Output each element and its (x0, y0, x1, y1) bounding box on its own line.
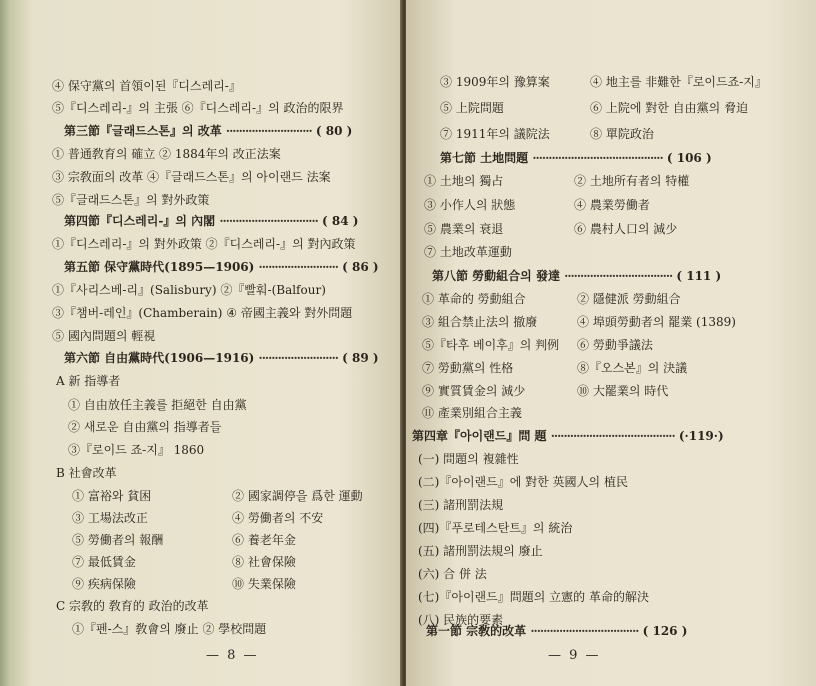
list-item: ⑤『타후 베이후』의 判例 (422, 338, 560, 352)
toc-line: ① 普通敎育의 確立 ② 1884年의 改正法案 (52, 147, 281, 161)
list-item: ⑧ 社會保險 (232, 555, 296, 569)
section-page-ref: ( 126 ) (642, 624, 688, 638)
list-item: ⑪ 產業別組合主義 (422, 406, 522, 420)
list-item: ⑥ 養老年金 (232, 533, 296, 547)
list-item: ⑨ 實質賃金의 減少 (422, 384, 526, 398)
list-item: ② 土地所有者의 特權 (574, 174, 690, 188)
list-item: ⑥ 勞動爭議法 (577, 338, 653, 352)
list-item: ⑥ 農村人口의 減少 (574, 222, 678, 236)
list-item: ① 土地의 獨占 (424, 174, 504, 188)
toc-line: ② 새로운 自由黨의 指導者들 (68, 420, 222, 434)
section-heading (426, 623, 687, 639)
list-item: ⑦ 最低賃金 (72, 555, 136, 569)
page-number: — 9 — (548, 648, 601, 663)
toc-line: ①『사리스베-리』(Salisbury) ②『빨훠-(Balfour) (52, 283, 326, 297)
section-title: 第四節『디스레리-』의 內閣 (64, 214, 216, 228)
list-item: (七)『아이랜드』問題의 立憲的 革命的解決 (418, 590, 649, 604)
list-item: (二)『아이랜드』에 對한 英國人의 植民 (418, 475, 628, 489)
section-page-ref: ( 80 ) (315, 124, 353, 138)
list-item: ⑤ 勞働者의 報酬 (72, 533, 164, 547)
subheading: B 社會改革 (56, 466, 117, 480)
section-page-ref: ( 111 ) (676, 269, 722, 283)
toc-line: ① 自由放任主義를 拒絕한 自由黨 (68, 398, 247, 412)
toc-line: ⑤『디스레리-』의 主張 ⑥『디스레리-』의 政治的限界 (52, 101, 344, 115)
section-heading (64, 350, 379, 366)
section-title: 第三節『글래드스톤』의 改革 (64, 124, 222, 138)
list-item: ④ 埠頭勞動者의 罷業 (1389) (577, 315, 736, 329)
list-item: ② 國家調停을 爲한 運動 (232, 489, 363, 503)
dot-leaders: ··························· (225, 124, 312, 138)
section-heading (64, 213, 358, 229)
right-page (406, 0, 816, 686)
section-page-ref: ( 84 ) (322, 214, 359, 228)
list-item: (三) 諸刑罰法規 (418, 498, 504, 512)
list-item: ⑤ 上院問題 (440, 101, 504, 115)
list-item: ⑧ 單院政治 (590, 127, 654, 141)
dot-leaders: ·································· (564, 269, 673, 283)
list-item: ⑦ 1911年의 議院法 (440, 127, 550, 141)
list-item: (六) 合 併 法 (418, 567, 487, 581)
dot-leaders: ························· (258, 351, 338, 365)
toc-line: ①『펜-스』敎會의 廢止 ② 學校問題 (72, 622, 267, 636)
dot-leaders: ········································· (532, 151, 663, 165)
page-number: — 8 — (206, 648, 259, 663)
section-title: 第七節 土地問題 (440, 151, 529, 165)
toc-line: ③ 宗敎面의 改革 ④『글래드스톤』의 아이랜드 法案 (52, 170, 331, 184)
list-item: ① 富裕와 貧困 (72, 489, 152, 503)
left-page (0, 0, 402, 686)
list-item: ⑩ 失業保險 (232, 577, 296, 591)
section-title: 第五節 保守黨時代(1895—1906) (64, 260, 255, 274)
list-item: ④ 地主를 非難한『로이드죠-지』 (590, 75, 767, 89)
list-item: (八) 民族的要素 (418, 613, 504, 627)
list-item: ⑦ 土地改革運動 (424, 245, 512, 259)
list-item: (一) 問題의 複雜性 (418, 452, 519, 466)
list-item: ② 隱健派 勞動組合 (577, 292, 681, 306)
list-item: ③ 組合禁止法의 撤廢 (422, 315, 538, 329)
section-page-ref: ( 89 ) (342, 351, 379, 365)
list-item: ④ 農業勞働者 (574, 198, 650, 212)
list-item: ③ 1909年의 豫算案 (440, 75, 550, 89)
toc-line: ③『로이드 죠-지』 1860 (68, 443, 205, 457)
section-page-ref: ( 106 ) (666, 151, 712, 165)
list-item: (五) 諸刑罰法規의 廢止 (418, 544, 543, 558)
list-item: ⑥ 上院에 對한 自由黨의 脅迫 (590, 101, 749, 115)
list-item: ⑩ 大罷業의 時代 (577, 384, 669, 398)
dot-leaders: ······························· (219, 214, 318, 228)
list-item: ③ 小作人의 狀態 (424, 198, 516, 212)
list-item: ① 革命的 勞動組合 (422, 292, 526, 306)
dot-leaders: ·································· (530, 624, 639, 638)
list-item: (四)『푸로테스탄트』의 統治 (418, 521, 573, 535)
section-title: 第六節 自由黨時代(1906—1916) (64, 351, 255, 365)
chapter-page-ref: (·119·) (678, 429, 724, 443)
subheading: A 新 指導者 (56, 374, 121, 388)
list-item: ⑨ 疾病保險 (72, 577, 136, 591)
list-item: ⑧『오스본』의 決議 (577, 361, 688, 375)
toc-line: ④ 保守黨의 首領이된『디스레리-』 (52, 79, 241, 93)
toc-line: ⑤『글래드스톤』의 對外政策 (52, 193, 210, 207)
toc-line: ①『디스레리-』의 對外政策 ②『디스레리-』의 對內政策 (52, 237, 356, 251)
dot-leaders: ························· (258, 260, 338, 274)
section-title: 第一節 宗敎的改革 (426, 624, 527, 638)
section-heading (64, 259, 379, 275)
section-heading (64, 123, 352, 139)
section-heading (440, 150, 712, 166)
subheading: C 宗敎的 敎育的 政治的改革 (56, 599, 209, 613)
section-page-ref: ( 86 ) (342, 260, 379, 274)
list-item: ⑦ 勞動黨의 性格 (422, 361, 514, 375)
section-heading (432, 268, 721, 284)
list-item: ④ 勞働者의 不安 (232, 511, 324, 525)
section-title: 第八節 勞動組合의 發達 (432, 269, 560, 283)
toc-line: ③『챔버-레인』(Chamberain) ④ 帝國主義와 對外問題 (52, 306, 353, 320)
toc-line: ⑤ 國內問題의 輕視 (52, 329, 156, 343)
list-item: ③ 工場法改正 (72, 511, 148, 525)
list-item: ⑤ 農業의 衰退 (424, 222, 504, 236)
chapter-title: 第四章『아이랜드』問 題 (412, 429, 547, 443)
dot-leaders: ······································· (550, 429, 675, 443)
chapter-heading (412, 428, 724, 444)
